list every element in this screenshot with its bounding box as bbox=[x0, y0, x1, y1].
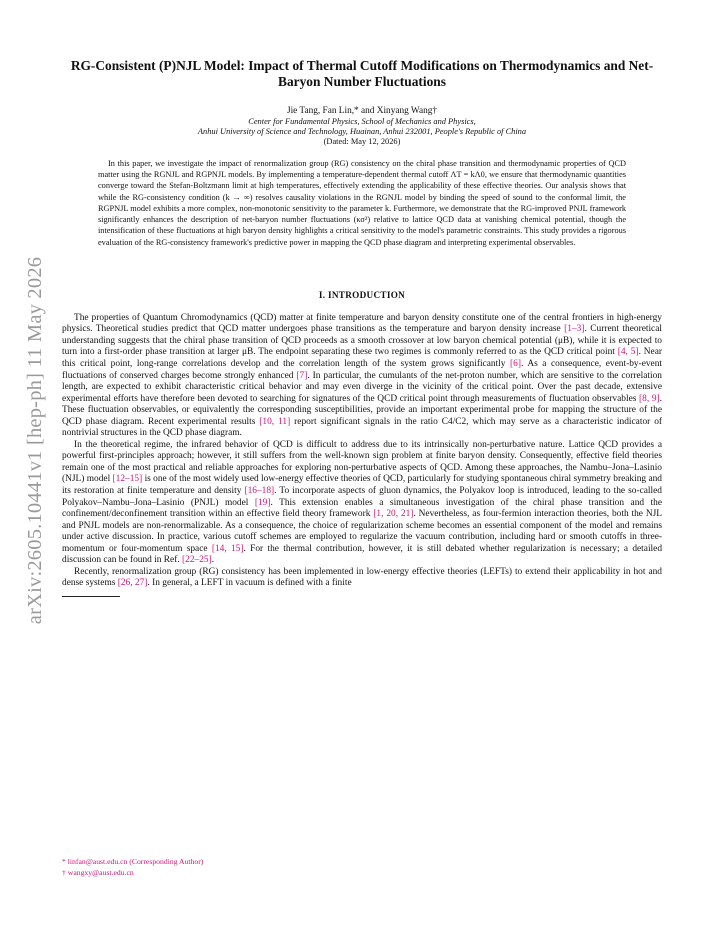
paper-date: (Dated: May 12, 2026) bbox=[323, 137, 401, 147]
citation-link[interactable]: [4, 5] bbox=[617, 347, 639, 358]
text-run: . This extension enables a simultaneous investigation of the chiral phase transition and the confinement/deconfinement transition within an effective field theory framework bbox=[62, 497, 662, 520]
citation-link[interactable]: [14, 15] bbox=[211, 543, 244, 554]
citation-link[interactable]: [19] bbox=[254, 497, 271, 508]
citation-link[interactable]: [26, 27] bbox=[117, 578, 148, 589]
citation-link[interactable]: [7] bbox=[296, 370, 308, 381]
arxiv-stamp-text: arXiv:2605.10441v1 [hep-ph] 11 May 2026 bbox=[24, 256, 47, 624]
text-run: Recently, renormalization group (RG) consistency has been implemented in low-energy effective theories (LEFTs) to extend their applicability in hot and dense systems bbox=[62, 566, 662, 589]
author-list: Jie Tang, Fan Lin,* and Xinyang Wang† bbox=[286, 106, 438, 116]
text-run: The properties of Quantum Chromodynamics (QCD) matter at finite temperature and baryon density constitute one of the central frontiers in high-energy physics. Theoretical studies predict that QCD matter undergoes phase transitions as the temperature and baryon density increase bbox=[62, 312, 662, 335]
text-run: . bbox=[211, 555, 215, 566]
citation-link[interactable]: [16–18] bbox=[244, 486, 275, 497]
text-run: report significant signals in the ratio C4/C2, which may serve as a characteristic indicator of nontrivial structures in the QCD phase diagram. bbox=[62, 416, 663, 439]
abstract: In this paper, we investigate the impact of renormalization group (RG) consistency on the chiral phase transition and thermodynamic properties of QCD matter using the RGNJL and RGPNJL models. By implementing a temperature-dependent thermal cutoff ΛT = kΛ0, we ensure that thermodynamic quantities converge toward the Stefan-Boltzmann limit at high temperatures, effectively extending the applicability of these effective theories. Our analysis shows that while the RG-consistency condition (k → ∞) resolves causality violations in the RGNJL model by binding the speed of sound to the conformal limit, the RGPNJL model exhibits a more complex, non-monotonic sensitivity to the parameter k. Furthermore, we demonstrate that the RG-improved PNJL framework significantly enhances the description of net-baryon number fluctuations (κσ²) relative to lattice QCD data at vanishing chemical potential, though the intensification of these fluctuations at high baryon density highlights a critical sensitivity to the model's parametric constraints. This study provides a rigorous evaluation of the RG-consistency framework's predictive power in mapping the QCD phase diagram and interpreting experimental observables. bbox=[98, 158, 626, 247]
footnote-corresponding-email[interactable]: * linfan@aust.edu.cn (Corresponding Author) bbox=[62, 857, 204, 866]
section-heading: I. INTRODUCTION bbox=[318, 289, 406, 300]
citation-link[interactable]: [22–25] bbox=[182, 555, 212, 566]
citation-link[interactable]: [1–3] bbox=[564, 324, 585, 335]
text-run: . In general, a LEFT in vacuum is defined with a finite bbox=[147, 578, 352, 589]
citation-link[interactable]: [1, 20, 21] bbox=[373, 509, 414, 520]
intro-paragraph-1 bbox=[62, 313, 662, 440]
text-run: In the theoretical regime, the infrared behavior of QCD is difficult to address due to its intrinsically non-perturbative nature. Lattice QCD provides a powerful first-principles approach; however, it still suffers from the well-known sign problem at finite baryon density. Consequently, effective field theories remain one of the most practical and reliable approaches for exploring non-perturbative aspects of QCD. Among these approaches, the Nambu–Jona–Lasinio (NJL) model bbox=[62, 439, 662, 485]
text-run: . These fluctuation observables, or equivalently the corresponding susceptibilities, provide an important experimental probe for mapping the structure of the QCD phase diagram. Recent experimental results bbox=[62, 393, 662, 427]
text-run: . Near this critical point, long-range correlations develop and the correlation length of the system grows significantly bbox=[62, 347, 662, 369]
paper-title: RG-Consistent (P)NJL Model: Impact of Thermal Cutoff Modifications on Thermodynamics and Net-Baryon Number Fluctuations bbox=[70, 58, 654, 89]
citation-link[interactable]: [6] bbox=[510, 359, 521, 369]
arxiv-stamp bbox=[18, 230, 54, 650]
text-run: . Nevertheless, as four-fermion interaction theories, both the NJL and PNJL models are non-renormalizable. As a consequence, the choice of regularization scheme becomes an essential component of the model and remains under active discussion. In practice, various cutoff schemes are employed to regularize the vacuum contribution, including hard or smooth cutoffs in three-momentum or four-momentum space bbox=[62, 509, 662, 554]
affiliation-line-1: Center for Fundamental Physics, School of Mechanics and Physics, bbox=[248, 117, 476, 126]
text-run: . As a consequence, event-by-event fluctuations of conserved charges become strongly enhanced bbox=[62, 359, 662, 381]
footnote-email[interactable]: † wangxy@aust.edu.cn bbox=[62, 867, 134, 877]
intro-paragraph-3 bbox=[62, 567, 662, 590]
text-run: is one of the most widely used low-energy effective theories of QCD, particularly for studying spontaneous chiral symmetry breaking and its restoration at finite temperature and density bbox=[62, 474, 662, 497]
text-run: . In particular, the cumulants of the net-proton number, which are sensitive to the correlation length, are expected to exhibit characteristic critical behavior and may even diverge in the vicinity of the critical point. Over the past decade, extensive experimental efforts have therefore been devoted to searching for signatures of the QCD critical point through measurements of fluctuation observables bbox=[62, 370, 662, 404]
text-run: . Current theoretical understanding suggests that the chiral phase transition of QCD proceeds as a smooth crossover at low baryon chemical potential (μB), while it is expected to turn into a first-order phase transition at larger μB. The endpoint separating these two regimes is commonly referred to as the QCD critical point bbox=[62, 324, 662, 358]
paper-page bbox=[62, 58, 662, 597]
citation-link[interactable]: [8, 9] bbox=[639, 393, 660, 404]
citation-link[interactable]: [12–15] bbox=[112, 474, 143, 485]
citation-link[interactable]: [10, 11] bbox=[259, 416, 291, 427]
footnote-rule bbox=[62, 596, 120, 597]
intro-paragraph-2 bbox=[62, 440, 662, 567]
affiliation-line-2: Anhui University of Science and Technology, Huainan, Anhui 232001, People's Republic of China bbox=[197, 127, 527, 137]
footnotes bbox=[62, 857, 203, 878]
text-run: . To incorporate aspects of gluon dynamics, the Polyakov loop is introduced, leading to the so-called Polyakov–Nambu–Jona–Lasinio (PNJL) model bbox=[62, 486, 662, 508]
text-run: . For the thermal contribution, however, it is still debated whether regularization is necessary; a detailed discussion can be found in Ref. bbox=[62, 543, 663, 566]
